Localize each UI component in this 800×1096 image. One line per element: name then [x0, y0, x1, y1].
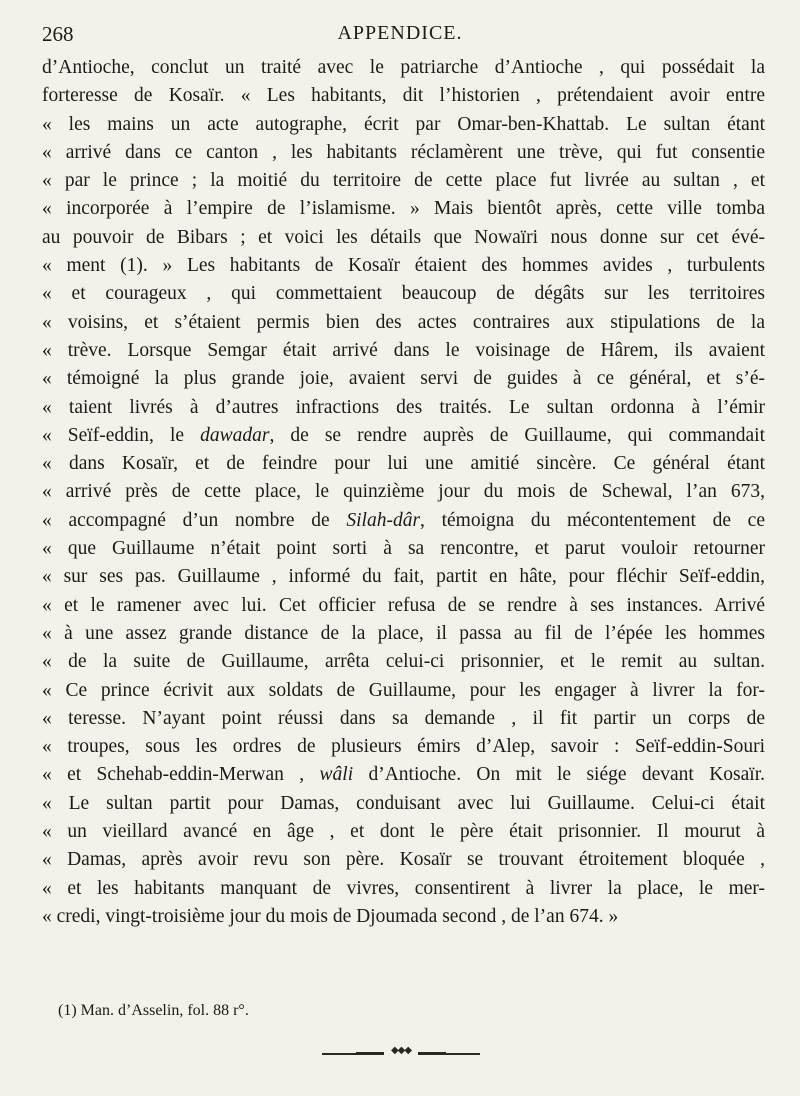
text-line: « à une assez grande distance de la place, il passa au fil de l’épée les hommes [42, 622, 765, 644]
text-line: « que Guillaume n’était point sorti à sa rencontre, et parut vouloir retourner [42, 538, 765, 560]
text-line: « et les habitants manquant de vivres, consentirent à livrer la place, le mer- [42, 877, 765, 899]
text-segment: d’Antioche. On mit le siége devant Kosaïr. [353, 764, 765, 786]
footnote: (1) Man. d’Asselin, fol. 88 r°. [58, 1002, 249, 1019]
text-segment: , témoigna du mécontentement de ce [420, 509, 765, 531]
text-line: « teresse. N’ayant point réussi dans sa demande , il fit partir un corps de [42, 707, 765, 729]
ornament-beads-icon: ◆◆◆ [390, 1045, 412, 1056]
text-line: « Damas, après avoir revu son père. Kosaïr se trouvant étroitement bloquée , [42, 849, 765, 871]
text-line: « trève. Lorsque Semgar était arrivé dans le voisinage de Hârem, ils avaient [42, 339, 765, 361]
ornament-rule [422, 1053, 480, 1055]
text-line: « dans Kosaïr, et de feindre pour lui une amitié sincère. Ce général étant [42, 453, 765, 475]
text-segment: , de se rendre auprès de Guillaume, qui commandait [269, 424, 765, 446]
text-line: « ment (1). » Les habitants de Kosaïr étaient des hommes avides , turbulents [42, 255, 765, 277]
text-line: « témoigné la plus grande joie, avaient servi de guides à ce général, et s’é- [42, 368, 765, 390]
ornament-rule [356, 1052, 384, 1055]
text-line: d’Antioche, conclut un traité avec le patriarche d’Antioche , qui possédait la [42, 57, 765, 78]
text-line: au pouvoir de Bibars ; et voici les détails que Nowaïri nous donne sur cet évé- [42, 226, 765, 248]
running-title: APPENDICE. [337, 22, 463, 44]
text-line: « et courageux , qui commettaient beaucoup de dégâts sur les territoires [42, 283, 765, 305]
text-line: « un vieillard avancé en âge , et dont le père était prisonnier. Il mourut à [42, 821, 765, 843]
text-line: « voisins, et s’étaient permis bien des actes contraires aux stipulations de la [42, 311, 765, 333]
text-line: « Le sultan partit pour Damas, conduisant avec lui Guillaume. Celui-ci était [42, 792, 765, 814]
italic-term: wâli [319, 764, 354, 786]
text-line [42, 422, 765, 450]
text-line: forteresse de Kosaïr. « Les habitants, dit l’historien , prétendaient avoir entre [42, 85, 765, 107]
text-line: « par le prince ; la moitié du territoire de cette place fut livrée au sultan , et [42, 170, 765, 192]
text-segment: « accompagné d’un nombre de [42, 509, 347, 531]
text-line: « credi, vingt-troisième jour du mois de Djoumada second , de l’an 674. » [42, 905, 619, 927]
body-text [42, 54, 765, 931]
text-line: « de la suite de Guillaume, arrêta celui-ci prisonnier, et le remit au sultan. [42, 651, 765, 673]
text-line: « sur ses pas. Guillaume , informé du fait, partit en hâte, pour fléchir Seïf-eddin, [42, 566, 765, 588]
text-line: « Ce prince écrivit aux soldats de Guillaume, pour les engager à livrer la for- [42, 679, 765, 701]
text-segment: « Seïf-eddin, le [42, 424, 201, 446]
text-line: « incorporée à l’empire de l’islamisme. » Mais bientôt après, cette ville tomba [42, 198, 765, 220]
text-line: « les mains un acte autographe, écrit par Omar-ben-Khattab. Le sultan étant [42, 113, 765, 135]
end-ornament [322, 1045, 480, 1058]
italic-term: dawadar [200, 424, 270, 446]
text-line: « arrivé dans ce canton , les habitants réclamèrent une trève, qui fut consentie [42, 141, 765, 163]
page-number: 268 [42, 22, 74, 46]
text-line [42, 761, 765, 789]
text-line: « et le ramener avec lui. Cet officier refusa de se rendre à ses instances. Arrivé [42, 594, 765, 616]
italic-term: Silah-dâr [346, 509, 421, 531]
text-line: « troupes, sous les ordres de plusieurs émirs d’Alep, savoir : Seïf-eddin-Souri [42, 736, 765, 758]
text-segment: « et Schehab-eddin-Merwan , [42, 764, 320, 786]
text-line [42, 507, 765, 535]
text-line: « arrivé près de cette place, le quinzième jour du mois de Schewal, l’an 673, [42, 481, 765, 503]
text-line: « taient livrés à d’autres infractions des traités. Le sultan ordonna à l’émir [42, 396, 765, 418]
